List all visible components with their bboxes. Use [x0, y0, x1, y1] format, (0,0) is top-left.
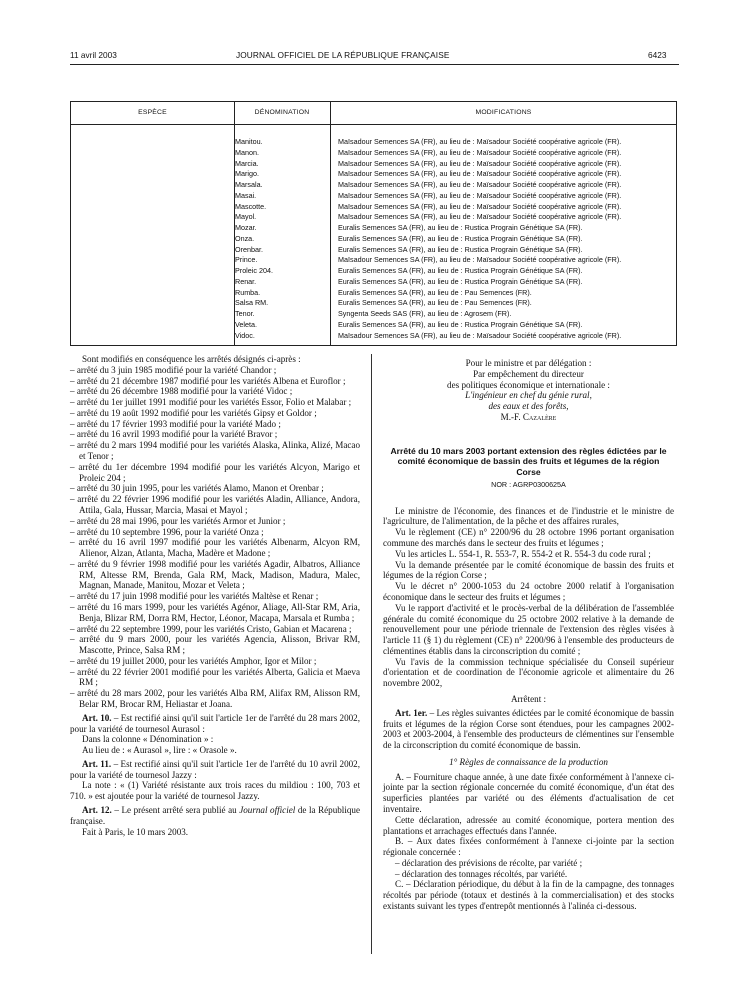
modification-cell: Maïsadour Semences SA (FR), au lieu de : Maïsadour Société coopérative agricole (FR).: [338, 169, 622, 179]
visa-paragraph: Le ministre de l'économie, des finances et de l'industrie et le ministre de l'agriculture, de l'alimentation, de la pêche et des affaires rurales,: [383, 505, 674, 527]
list-item: – arrêté du 1er décembre 1994 modifié pour les variétés Alcyon, Marigo et Proleic 204 ;: [70, 461, 360, 483]
journal-title: JOURNAL OFFICIEL DE LA RÉPUBLIQUE FRANÇAISE: [236, 50, 450, 60]
table-row: [71, 180, 676, 191]
modification-cell: Maïsadour Semences SA (FR), au lieu de : Maïsadour Société coopérative agricole (FR).: [338, 180, 622, 189]
article-text: – Les règles suivantes édictées par le comité économique de bassin fruits et légumes de la région Corse sont étendues, pour les campagnes 2002-2003 et 2003-2004, à l'ensemble des producteurs de clémentines sur l'ensemble de la circonscription du comité économique de bassin.: [383, 707, 674, 751]
list-item: – arrêté du 2 mars 1994 modifié pour les variétés Alaska, Alinka, Alizé, Macao et Tenor ;: [70, 440, 360, 462]
page-number: 6423: [648, 50, 667, 60]
modification-cell: Euralis Semences SA (FR), au lieu de : Rustica Prograin Génétique SA (FR).: [338, 223, 583, 232]
article-label: Art. 1er.: [395, 707, 428, 718]
list-item: – arrêté du 28 mai 1996, pour les variétés Armor et Junior ;: [70, 515, 286, 526]
table-row: [71, 191, 676, 202]
modification-cell: Euralis Semences SA (FR), au lieu de : Pau Semences (FR).: [338, 287, 532, 297]
list-item: – arrêté du 22 février 2001 modifié pour les variétés Alberta, Galicia et Maeva RM ;: [70, 666, 360, 688]
list-item: – arrêté du 3 juin 1985 modifié pour la variété Chandor ;: [70, 364, 277, 375]
signature-block: [383, 358, 674, 423]
right-column: [383, 358, 674, 912]
modification-cell: Maïsadour Semences SA (FR), au lieu de : Maïsadour Société coopérative agricole (FR).: [338, 137, 622, 146]
nor-reference: NOR : AGRP0300625A: [491, 479, 566, 489]
table-row: [71, 212, 676, 223]
article-12: [70, 805, 360, 827]
list-item: – arrêté du 22 février 1996 modifié pour les variétés Aladin, Alliance, Andora, Attila, Gala, Hussar, Marcia, Masai et Mayol ;: [70, 494, 360, 515]
column-separator: [371, 354, 372, 954]
modification-cell: Syngenta Seeds SAS (FR), au lieu de : Agrosem (FR).: [338, 309, 512, 318]
article-text: – Le présent arrêté sera publié au: [111, 805, 240, 816]
note-paragraph: La note : « (1) Variété résistante aux trois races du mildiou : 100, 703 et 710. » est ajoutée pour la variété de tournesol Jazzy.: [70, 780, 360, 802]
denomination-cell: Manitou.: [235, 137, 263, 146]
visa-paragraph: Vu le décret n° 2000-1053 du 24 octobre 2000 relatif à l'organisation économique dans le secteur des fruits et légumes ;: [383, 581, 674, 602]
col-header-denomination: DÉNOMINATION: [254, 109, 310, 116]
decree-list: [70, 365, 360, 710]
denomination-cell: Orenbar.: [235, 244, 263, 254]
modification-cell: Maïsadour Semences SA (FR), au lieu de : Maïsadour Société coopérative agricole (FR).: [338, 330, 622, 340]
denomination-cell: Mozar.: [235, 223, 257, 232]
article-text: de la République française.: [70, 805, 360, 826]
table-row: [71, 169, 676, 180]
list-item: – arrêté du 16 avril 1993 modifié pour la variété Bravor ;: [70, 429, 278, 440]
article-label: Art. 11.: [82, 758, 112, 769]
signed-date: Fait à Paris, le 10 mars 2003.: [82, 826, 189, 837]
list-item: – arrêté du 17 février 1993 modifié pour la variété Mado ;: [70, 418, 281, 429]
declaration-paragraph: Cette déclaration, adressée au comité économique, portera mention des plantations et arrachages effectués dans l'année.: [383, 814, 674, 836]
list-item: – arrêté du 19 juillet 2000, pour les variétés Amphor, Igor et Milor ;: [70, 655, 317, 666]
header-rule: [70, 64, 679, 65]
table-row: [71, 320, 676, 331]
table-row: [71, 277, 676, 288]
page-header: [0, 50, 748, 64]
list-item: – arrêté du 17 juin 1998 modifié pour les variétés Maltèse et Renar ;: [70, 591, 319, 602]
visa-paragraph: Vu les articles L. 554-1, R. 553-7, R. 554-2 et R. 554-3 du code rural ;: [395, 548, 651, 559]
journal-ref: Journal officiel: [239, 805, 296, 816]
list-item: – déclaration des tonnages récoltés, par variété.: [395, 868, 568, 879]
left-column: [70, 354, 360, 837]
list-item: – arrêté du 19 août 1992 modifié pour les variétés Gipsy et Goldor ;: [70, 407, 317, 418]
visa-paragraph: Vu la demande présentée par le comité économique de bassin des fruits et légumes de la région Corse ;: [383, 559, 674, 581]
denomination-cell: Tenor.: [235, 309, 255, 318]
visa-paragraphs: [383, 506, 674, 689]
arretent-heading: Arrêtent :: [510, 693, 547, 704]
denomination-cell: Marcia.: [235, 158, 259, 168]
col-header-espece: ESPÈCE: [138, 109, 167, 116]
table-row: [71, 298, 676, 309]
modification-cell: Maïsadour Semences SA (FR), au lieu de : Maïsadour Société coopérative agricole (FR).: [338, 201, 622, 211]
col-header-modifications: MODIFICATIONS: [475, 109, 532, 116]
list-item: – arrêté du 9 mars 2000, pour les variétés Agencia, Alisson, Brivar RM, Mascotte, Prince, Salsa RM ;: [70, 634, 360, 656]
table-row: [71, 234, 676, 245]
denomination-cell: Veleta.: [235, 319, 257, 329]
modification-cell: Euralis Semences SA (FR), au lieu de : Rustica Prograin Génétique SA (FR).: [338, 244, 583, 254]
paragraph-a: A. – Fourniture chaque année, à une date fixée conformément à l'annexe ci-jointe par la section régionale concernée du comité économique, d'un état des superficies plantées par variété ou des éléments d'actualisation de cet inventaire.: [383, 771, 674, 814]
modification-cell: Maïsadour Semences SA (FR), au lieu de : Maïsadour Société coopérative agricole (FR).: [338, 255, 622, 265]
signature-title: L'ingénieur en chef du génie rural,: [465, 390, 592, 401]
list-item: – arrêté du 30 juin 1995, pour les variétés Alamo, Manon et Orenbar ;: [70, 483, 324, 494]
paragraph-c: C. – Déclaration périodique, du début à la fin de la campagne, des tonnages récoltés par période (totaux et destinés à la commercialisation) et des stocks existants suivant les types d'entrepôt mentionnés à l'alinéa ci-dessous.: [383, 879, 674, 912]
table-row: [71, 148, 676, 159]
article-label: Art. 12.: [82, 805, 112, 816]
signature-line: Par empêchement du directeur: [473, 368, 584, 379]
list-item: – déclaration des prévisions de récolte, par variété ;: [395, 857, 583, 868]
table-row: [71, 288, 676, 299]
table-header: [71, 102, 676, 125]
denomination-cell: Marsala.: [235, 180, 263, 189]
modification-cell: Maïsadour Semences SA (FR), au lieu de : Maïsadour Société coopérative agricole (FR).: [338, 190, 622, 200]
denomination-cell: Rumba.: [235, 287, 261, 297]
modification-cell: Maïsadour Semences SA (FR), au lieu de : Maïsadour Société coopérative agricole (FR).: [338, 212, 622, 222]
article-1: [383, 708, 674, 751]
list-item: – arrêté du 28 mars 2002, pour les variétés Alba RM, Alifax RM, Alisson RM, Belar RM, Brocar RM, Heliastar et Joana.: [70, 688, 360, 709]
denomination-cell: Vidoc.: [235, 330, 255, 340]
table-row: [71, 266, 676, 277]
denomination-cell: Manon.: [235, 147, 259, 157]
signature-line: Pour le ministre et par délégation :: [465, 358, 592, 368]
modification-cell: Euralis Semences SA (FR), au lieu de : Pau Semences (FR).: [338, 298, 532, 308]
intro-paragraph: Sont modifiés en conséquence les arrêtés désignés ci-après :: [82, 354, 301, 364]
denomination-cell: Salsa RM.: [235, 298, 269, 308]
table-row: [71, 245, 676, 256]
table-row: [71, 255, 676, 266]
list-item: – arrêté du 1er juillet 1991 modifié pour les variétés Essor, Folio et Malabar ;: [70, 397, 352, 408]
denomination-cell: Prince.: [235, 255, 258, 265]
article-11: [70, 759, 360, 781]
issue-date: 11 avril 2003: [70, 50, 117, 60]
list-item: – arrêté du 22 septembre 1999, pour les variétés Cristo, Gabian et Macarena ;: [70, 623, 352, 634]
list-item: – arrêté du 9 février 1998 modifié pour les variétés Agadir, Albatros, Alliance RM, Altesse RM, Brenda, Gala RM, Mack, Madison, Madura, Malec, Magnan, Manade, Manitou, Mozar et Veleta ;: [70, 558, 360, 591]
table-row: [71, 331, 676, 342]
modification-cell: Euralis Semences SA (FR), au lieu de : Rustica Prograin Génétique SA (FR).: [338, 276, 583, 286]
correction-note: Au lieu de : « Aurasol », lire : « Orasole ».: [82, 745, 237, 756]
denomination-cell: Renar.: [235, 276, 257, 286]
table-row: [71, 159, 676, 170]
list-item: – arrêté du 21 décembre 1987 modifié pour les variétés Albena et Euroflor ;: [70, 375, 346, 386]
article-text: – Est rectifié ainsi qu'il suit l'article 1er de l'arrêté du 28 mars 2002, pour la variété de tournesol Aurasol :: [70, 712, 360, 734]
list-item: – arrêté du 16 avril 1997 modifié pour les variétés Albenarm, Alcyon RM, Alienor, Alzan, Atlanta, Macha, Madère et Madone ;: [70, 537, 360, 559]
article-label: Art. 10.: [82, 712, 112, 723]
table-row: [71, 223, 676, 234]
signatory-name: M.-F. Cazalère: [500, 411, 557, 422]
denomination-cell: Mayol.: [235, 212, 257, 222]
table-row: [71, 309, 676, 320]
modification-cell: Euralis Semences SA (FR), au lieu de : Rustica Prograin Génétique SA (FR).: [338, 266, 583, 275]
list-item: – arrêté du 26 décembre 1988 modifié pour la variété Vidoc ;: [70, 386, 293, 397]
visa-paragraph: Vu le rapport d'activité et le procès-verbal de la délibération de l'assemblée générale du comité économique du 25 octobre 2002 relative à la demande de renouvellement pour une période triennale de l'extension des règles visées à l'article 11 (§ 1) du règlement (CE) n° 2200/96 à l'ensemble des producteurs de clémentines établis dans la circonscription du comité ;: [383, 602, 674, 656]
signature-line: des politiques économique et internationale :: [447, 379, 610, 390]
visa-paragraph: Vu le règlement (CE) n° 2200/96 du 28 octobre 1996 portant organisation commune des marchés dans le secteur des fruits et légumes ;: [383, 527, 674, 549]
denomination-cell: Onza.: [235, 233, 255, 243]
varieties-table: [70, 101, 677, 346]
article-text: – Est rectifié ainsi qu'il suit l'article 1er de l'arrêté du 10 avril 2002, pour la variété de tournesol Jazzy :: [70, 758, 360, 780]
article-10: [70, 713, 360, 735]
table-body: [71, 137, 676, 341]
modification-cell: Euralis Semences SA (FR), au lieu de : Rustica Prograin Génétique SA (FR).: [338, 233, 583, 243]
list-item: – arrêté du 16 mars 1999, pour les variétés Agénor, Aliage, All-Star RM, Aria, Benja, Blizar RM, Dorra RM, Hector, Léonor, Macapa, Marsala et Rumba ;: [70, 601, 360, 623]
column-note: Dans la colonne « Dénomination » :: [82, 734, 214, 745]
denomination-cell: Proleic 204.: [235, 266, 273, 275]
list-item: – arrêté du 10 septembre 1996, pour la variété Onza ;: [70, 526, 264, 537]
decree-title: Arrêté du 10 mars 2003 portant extension des règles édictées par le comité économique de bassin des fruits et légumes de la région Corse: [390, 445, 667, 477]
modification-cell: Euralis Semences SA (FR), au lieu de : Rustica Prograin Génétique SA (FR).: [338, 319, 583, 329]
table-row: [71, 202, 676, 213]
table-row: [71, 137, 676, 148]
denomination-cell: Mascotte.: [235, 201, 267, 211]
section-heading: 1° Règles de connaissance de la production: [449, 756, 608, 767]
paragraph-b: B. – Aux dates fixées conformément à l'annexe ci-jointe par la section régionale concernée :: [383, 836, 674, 858]
denomination-cell: Masai.: [235, 190, 257, 200]
denomination-cell: Marigo.: [235, 169, 259, 179]
modification-cell: Maïsadour Semences SA (FR), au lieu de : Maïsadour Société coopérative agricole (FR).: [338, 147, 622, 157]
visa-paragraph: Vu l'avis de la commission technique spécialisée du Conseil supérieur d'orientation et de coordination de l'économie agricole et alimentaire du 26 novembre 2002,: [383, 656, 674, 689]
modification-cell: Maïsadour Semences SA (FR), au lieu de : Maïsadour Société coopérative agricole (FR).: [338, 158, 622, 168]
signature-title: des eaux et des forêts,: [488, 401, 569, 412]
